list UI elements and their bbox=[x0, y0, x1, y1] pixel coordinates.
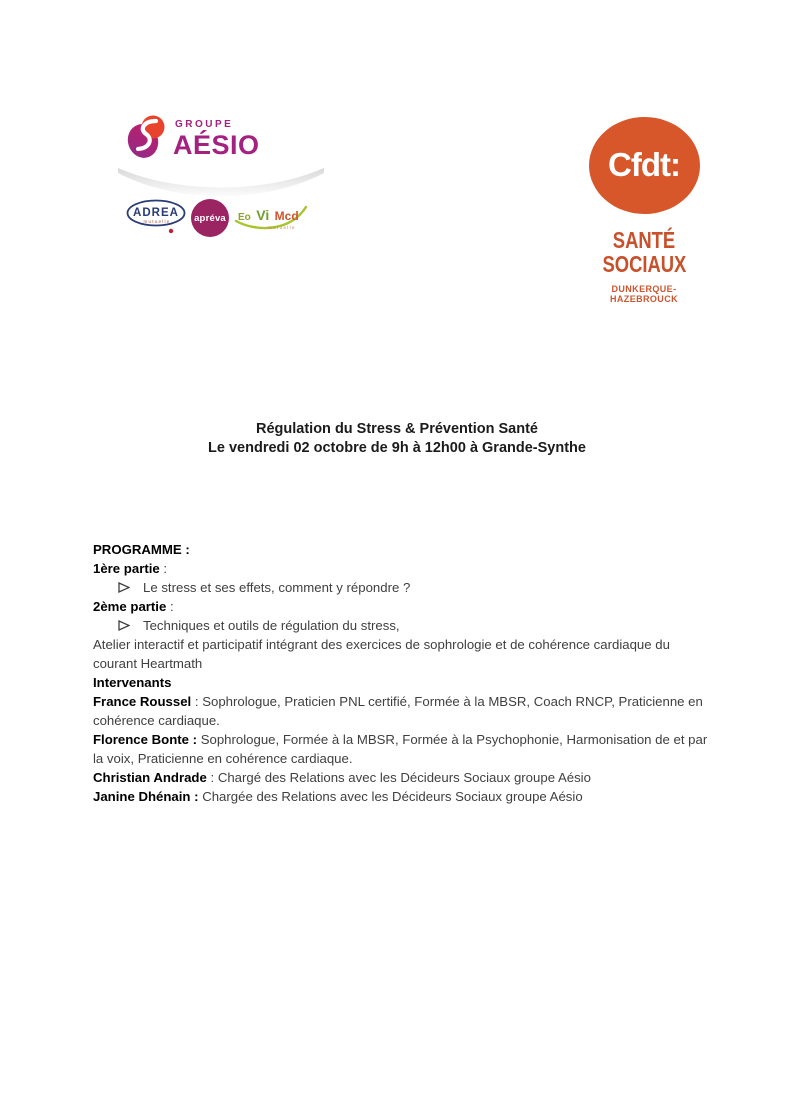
title-line1: Régulation du Stress & Prévention Santé bbox=[256, 421, 538, 437]
svg-text:Eo Vi Mcd bbox=[238, 207, 299, 224]
apreva-name-label: apréva bbox=[194, 212, 226, 224]
aesio-wordmark bbox=[173, 114, 260, 159]
title-line2: Le vendredi 02 octobre de 9h à 12h00 à Grande-Synthe bbox=[208, 439, 586, 456]
atelier-paragraph: Atelier interactif et participatif intégrant des exercices de sophrologie et de cohérence cardiaque du courant Heartmath bbox=[93, 637, 670, 671]
part2-heading: 2ème partie : bbox=[93, 599, 174, 614]
part1-bullet-text: Le stress et ses effets, comment y répondre ? bbox=[143, 580, 411, 595]
eovi-part3-label: Mcd bbox=[274, 209, 299, 223]
cfdt-logo bbox=[585, 117, 703, 304]
cfdt-circle-icon bbox=[589, 117, 700, 214]
adrea-name-label: ADREA bbox=[133, 207, 179, 219]
document-title bbox=[0, 420, 794, 457]
document-body bbox=[93, 540, 709, 806]
apreva-logo bbox=[191, 199, 229, 237]
eovi-sub-label: mutuelle bbox=[268, 225, 296, 230]
part1-heading: 1ère partie : bbox=[93, 561, 168, 576]
aesio-logo bbox=[126, 114, 321, 244]
cfdt-sante-label: SANTÉ bbox=[612, 227, 676, 253]
aesio-name-label: AÉSIO bbox=[173, 130, 260, 160]
speaker-florence-bonte: Florence Bonte : Sophrologue, Formée à la MBSR, Formée à la Psychophonie, Harmonisation de et par la voix, Praticienne en cohérence cardiaque. bbox=[93, 732, 708, 766]
arrowhead-bullet-icon bbox=[118, 582, 130, 593]
aesio-logo-top bbox=[126, 114, 321, 160]
adrea-dot bbox=[169, 229, 173, 233]
adrea-sub-label: mutuelle bbox=[143, 219, 171, 224]
cfdt-name-label: Cfdt: bbox=[608, 145, 680, 183]
cfdt-region-label: DUNKERQUE-HAZEBROUCK bbox=[610, 284, 678, 304]
programme-heading: PROGRAMME : bbox=[93, 542, 190, 557]
speaker-france-roussel: France Roussel : Sophrologue, Praticien PNL certifié, Formée à la MBSR, Coach RNCP, Praticienne en cohérence cardiaque. bbox=[93, 694, 703, 728]
aesio-swoosh-shape bbox=[112, 166, 330, 200]
speaker-christian-andrade: Christian Andrade : Chargé des Relations avec les Décideurs Sociaux groupe Aésio bbox=[93, 770, 591, 785]
part2-bullet-text: Techniques et outils de régulation du stress, bbox=[143, 618, 400, 633]
aesio-groupe-label: GROUPE bbox=[175, 119, 234, 130]
part2-bullet-item bbox=[93, 616, 709, 635]
intervenants-heading: Intervenants bbox=[93, 675, 172, 690]
eovi-mcd-logo bbox=[232, 199, 310, 237]
adrea-logo bbox=[126, 198, 188, 238]
aesio-subbrands-row bbox=[126, 198, 310, 238]
eovi-part2-label: Vi bbox=[256, 207, 270, 223]
part1-bullet-item bbox=[93, 578, 709, 597]
speaker-janine-dhenain: Janine Dhénain : Chargée des Relations avec les Décideurs Sociaux groupe Aésio bbox=[93, 789, 583, 804]
aesio-mark-icon bbox=[126, 114, 168, 160]
arrowhead-bullet-icon bbox=[118, 620, 130, 631]
cfdt-sociaux-label: SOCIAUX bbox=[602, 251, 686, 277]
eovi-part1-label: Eo bbox=[238, 212, 251, 223]
